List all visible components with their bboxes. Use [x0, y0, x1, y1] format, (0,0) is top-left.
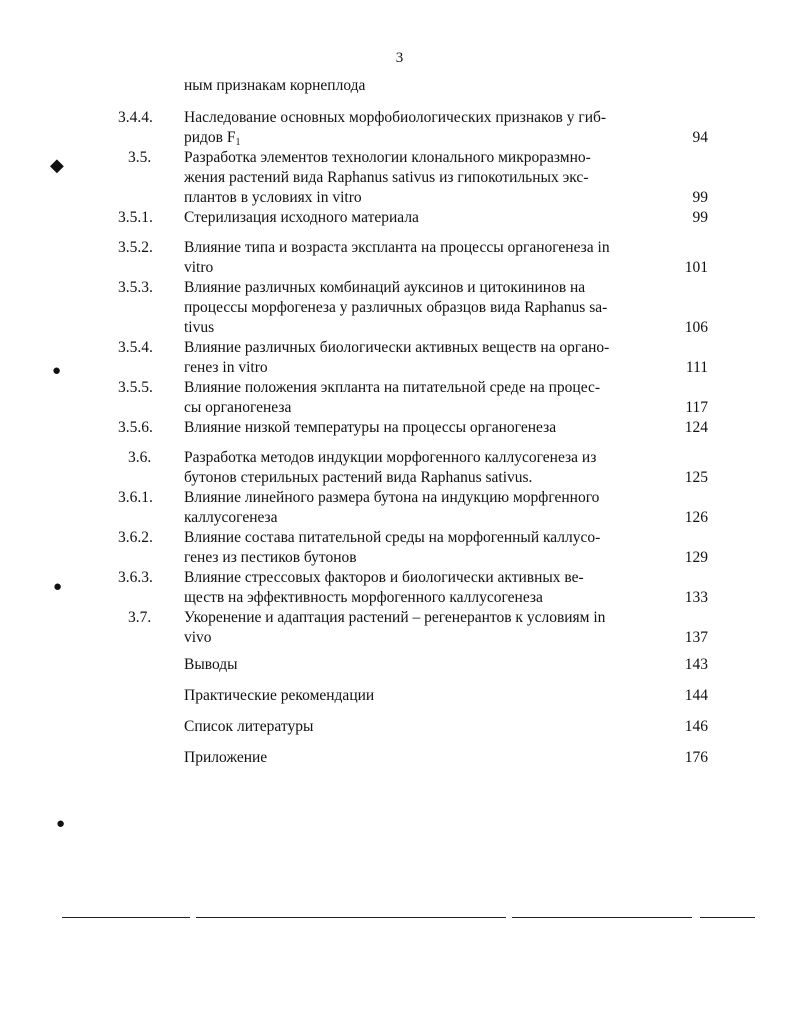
- page-number: 3: [395, 50, 404, 66]
- toc-entry-page: 94: [692, 129, 708, 146]
- toc-entry-number: 3.6.2.: [118, 529, 153, 546]
- toc-entry-title: Выводы: [184, 656, 238, 673]
- toc-entry-title: Список литературы: [184, 718, 314, 735]
- toc-entry-number: 3.6.: [128, 449, 152, 466]
- toc-entry-title: Влияние состава питательной среды на морфогенный каллусо- генез из пестиков бутонов: [184, 529, 601, 566]
- toc-entry-page: 101: [684, 259, 708, 276]
- toc-entry-page: 111: [685, 359, 708, 376]
- toc-entry-number: 3.5.1.: [118, 209, 153, 226]
- toc-entry-number: 3.5.3.: [118, 279, 153, 296]
- binding-hole-mark: ●: [56, 816, 66, 832]
- toc-entry-number: 3.5.2.: [118, 239, 153, 256]
- toc-entry-title: ным признакам корнеплода: [184, 77, 366, 94]
- toc-entry-title: Наследование основных морфобиологических признаков у гиб- ридов $F_1$: [184, 109, 607, 148]
- toc-entry-number: 3.5.: [128, 149, 152, 166]
- toc-entry-page: 176: [684, 749, 708, 766]
- subscript: 1: [235, 137, 241, 148]
- bottom-rule: [700, 917, 755, 918]
- toc-entry-title: Влияние различных комбинаций ауксинов и цитокининов на процессы морфогенеза у различных образцов вида Raphanus sa- tivus: [184, 279, 608, 336]
- toc-entry-title: Укоренение и адаптация растений – регенерантов к условиям in vivo: [184, 609, 606, 646]
- toc-entry-page: 146: [684, 718, 708, 735]
- toc-entry-number: 3.4.4.: [118, 109, 153, 126]
- toc-entry-page: 125: [684, 469, 708, 486]
- toc-entry-page: 99: [692, 189, 708, 206]
- toc-entry-title: Влияние положения экпланта на питательной среде на процес- сы органогенеза: [184, 379, 601, 416]
- binding-hole-mark: ●: [52, 363, 62, 379]
- bottom-rule: [196, 917, 506, 918]
- toc-entry-page: 137: [684, 629, 708, 646]
- toc-entry-title: Влияние различных биологически активных веществ на органо- генез in vitro: [184, 339, 610, 376]
- bottom-rule: [62, 917, 190, 918]
- toc-entry-title: Влияние низкой температуры на процессы органогенеза: [184, 419, 557, 436]
- toc-entry-page: 129: [684, 549, 708, 566]
- toc-entry-page: 106: [684, 319, 708, 336]
- toc-entry-title: Практические рекомендации: [184, 687, 375, 704]
- toc-entry-page: 133: [684, 589, 708, 606]
- binding-hole-mark: ●: [53, 579, 63, 595]
- toc-entry-page: 124: [684, 419, 708, 436]
- toc-entry-number: 3.7.: [128, 609, 152, 626]
- bottom-rule: [512, 917, 692, 918]
- toc-entry-title: Стерилизация исходного материала: [184, 209, 419, 226]
- toc-entry-number: 3.6.3.: [118, 569, 153, 586]
- toc-entry-page: 126: [684, 509, 708, 526]
- toc-entry-number: 3.5.5.: [118, 379, 153, 396]
- toc-entry-title: Влияние стрессовых факторов и биологически активных ве- ществ на эффективность морфогенного каллусогенеза: [184, 569, 584, 606]
- toc-entry-page: 117: [685, 399, 708, 416]
- binding-hole-mark: ◆: [50, 155, 64, 175]
- toc-entry-title: Влияние типа и возраста экспланта на процессы органогенеза in vitro: [184, 239, 610, 276]
- toc-entry-title: Разработка элементов технологии клонального микроразмно- жения растений вида Raphanus sativus из гипокотильных экс- плантов в условиях in vitro: [184, 149, 591, 206]
- toc-entry-number: 3.5.4.: [118, 339, 153, 356]
- toc-entry-title: Приложение: [184, 749, 268, 766]
- toc-entry-number: 3.6.1.: [118, 489, 153, 506]
- toc-entry-page: 143: [684, 656, 708, 673]
- toc-entry-number: 3.5.6.: [118, 419, 153, 436]
- toc-entry-page: 99: [692, 209, 708, 226]
- toc-entry-page: 144: [684, 687, 708, 704]
- toc-entry-title: Влияние линейного размера бутона на индукцию морфгенного каллусогенеза: [184, 489, 600, 526]
- toc-entry-title: Разработка методов индукции морфогенного каллусогенеза из бутонов стерильных растений вида Raphanus sativus.: [184, 449, 597, 486]
